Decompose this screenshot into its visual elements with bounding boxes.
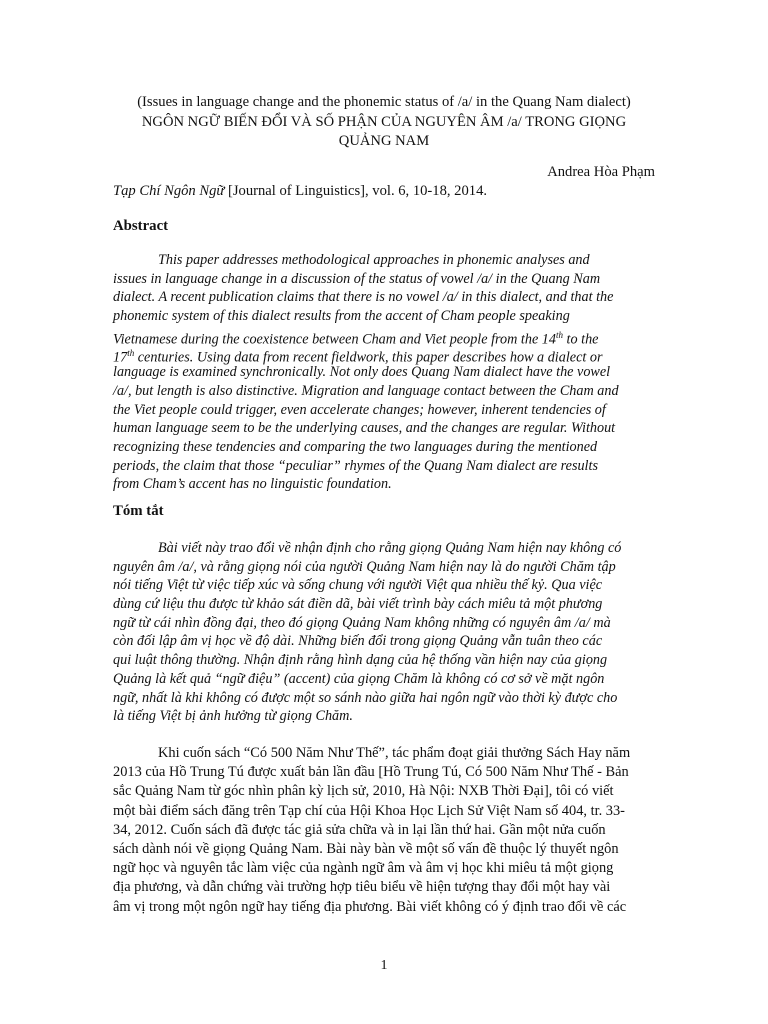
tomtat-paragraph [113, 539, 655, 726]
body-line: Khi cuốn sách “Có 500 Năm Như Thế”, tác phẩm đoạt giải thưởng Sách Hay năm [158, 745, 631, 761]
abstract-line: language is examined synchronically. Not only does Quang Nam dialect have the vowel [113, 364, 611, 381]
tomtat-line: nguyên âm /a/, và rằng giọng nói của người Quảng Nam hiện nay là do người Chăm tập [113, 558, 616, 575]
body-line: ngữ học và nguyên tắc làm việc của ngành ngữ âm và âm vị học khi miêu tả một giọng [113, 860, 614, 877]
tomtat-line: là tiếng Việt bị ảnh hưởng từ giọng Chăm. [113, 708, 353, 725]
tomtat-line: ngữ từ cái nhìn đồng đại, theo đó giọng Quảng Nam không những có nguyên âm /a/ mà [113, 614, 611, 631]
abstract-line: /a/, but length is also distinctive. Migration and language contact between the Cham and [113, 382, 619, 399]
tomtat-line: còn đối lập âm vị học về độ dài. Những biến đổi trong giọng Quảng vẫn tuân theo các [113, 633, 603, 650]
title-vietnamese-line-1: NGÔN NGỮ BIẾN ĐỔI VÀ SỐ PHẬN CỦA NGUYÊN ÂM /a/ TRONG GIỌNG [141, 113, 627, 130]
title-vietnamese-line-2: QUẢNG NAM [338, 133, 430, 149]
body-line: sắc Quảng Nam từ góc nhìn phân kỳ lịch sử, 2010, Hà Nội: NXB Thời Đại], tôi có viết [113, 783, 614, 800]
tomtat-line: Bài viết này trao đổi về nhận định cho rằng giọng Quảng Nam hiện nay không có [158, 540, 622, 556]
body-line: sách dành nói về giọng Quảng Nam. Bài này bàn về một số vấn đề thuộc lý thuyết ngôn [113, 840, 619, 857]
abstract-line: Vietnamese during the coexistence between Cham and Viet people from the 14th to the [113, 329, 599, 348]
abstract-line: human language seem to be the underlying causes, and the changes are regular. Without [113, 420, 616, 437]
tomtat-line: Quảng là kết quả “ngữ điệu” (accent) của giọng Chăm là không có cơ sở về mặt ngôn [113, 670, 605, 687]
abstract-line: recognizing these tendencies and comparing the two languages during the mentioned [113, 438, 598, 455]
abstract-heading: Abstract [113, 218, 169, 234]
tomtat-heading: Tóm tắt [113, 503, 164, 519]
tomtat-line: ngữ, nhất là khi không có được một so sánh nào giữa hai ngôn ngữ vào thời kỳ được cho [113, 689, 618, 706]
abstract-paragraph [113, 251, 655, 494]
body-line: âm vị trong một ngôn ngữ hay tiếng địa phương. Bài viết không có ý định trao đổi về các [113, 898, 627, 915]
author-name: Andrea Hòa Phạm [547, 164, 655, 180]
body-line: 2013 của Hồ Trung Tú được xuất bản lần đầu [Hồ Trung Tú, Có 500 Năm Như Thế - Bản [113, 764, 629, 781]
abstract-line: issues in language change in a discussion of the status of vowel /a/ in the Quang Nam [113, 270, 601, 287]
abstract-line: dialect. A recent publication claims that there is no vowel /a/ in this dialect, and that the [113, 289, 614, 306]
tomtat-line: qui luật thông thường. Nhận định rằng hình dạng của hệ thống vần hiện nay của giọng [113, 652, 608, 669]
abstract-line: the Viet people could trigger, even accelerate changes; however, inherent tendencies of [113, 401, 606, 418]
tomtat-line: dùng cứ liệu thu được từ khảo sát điền dã, bài viết trình bày cách miêu tả một phương [113, 596, 603, 613]
abstract-line: 17th centuries. Using data from recent fieldwork, this paper describes how a dialect or [113, 348, 603, 367]
body-paragraph [113, 744, 655, 917]
paper-title [100, 93, 668, 152]
abstract-line: This paper addresses methodological approaches in phonemic analyses and [158, 252, 590, 268]
page-number: 1 [380, 958, 388, 973]
citation-details: [Journal of Linguistics], vol. 6, 10-18, 2014. [224, 183, 488, 199]
body-line: 34, 2012. Cuốn sách đã được tác giả sửa chữa và in lại lần thứ hai. Gần một nửa cuốn [113, 821, 606, 838]
abstract-line: periods, the claim that those “peculiar” rhymes of the Quang Nam dialect are results [113, 457, 598, 474]
journal-name: Tạp Chí Ngôn Ngữ [113, 183, 225, 199]
body-line: địa phương, và dẫn chứng vài trường hợp tiêu biểu về hiện tượng thay đổi một hay vài [113, 879, 611, 896]
abstract-line: from Cham’s accent has no linguistic foundation. [113, 476, 392, 493]
citation [113, 183, 487, 200]
title-english: (Issues in language change and the phonemic status of /a/ in the Quang Nam dialect) [137, 94, 631, 110]
body-line: một bài điểm sách đăng trên Tạp chí của Hội Khoa Học Lịch Sử Việt Nam số 404, tr. 33- [113, 802, 625, 819]
tomtat-line: nói tiếng Việt từ việc tiếp xúc và sống chung với người Việt qua nhiều thế kỷ. Qua việc [113, 577, 603, 594]
abstract-line: phonemic system of this dialect results from the accent of Cham people speaking [113, 308, 570, 325]
